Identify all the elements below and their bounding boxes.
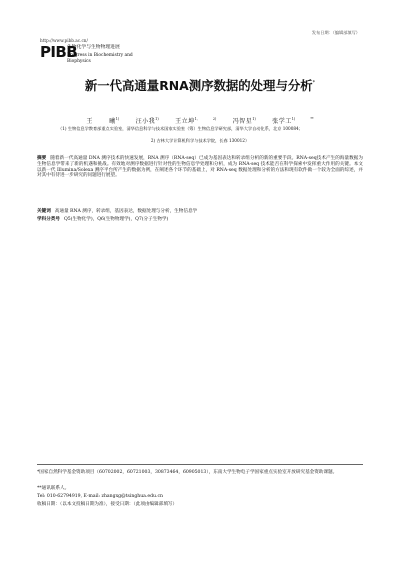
footnote-funding: *国家自然科学基金资助项目（60702002，60721003，30873464，60905013），东南大学生物电子学国家重点实验室开放研究基金资助课题。 [37, 470, 338, 475]
footnote-dates: 收稿日期：（以本文投稿日期为准），接受日期：（此项由编辑部填写） [37, 502, 178, 507]
paper-title [0, 76, 400, 94]
footnote-corresponding: **通讯联系人。 [37, 486, 70, 491]
subject-classification [37, 217, 363, 223]
journal-logo-mark: PIBB [40, 43, 78, 61]
abstract [37, 156, 363, 179]
footnote-divider [37, 464, 363, 465]
affiliation-1: （1) 生物信息学教育部重点实验室，清华信息科学与技术国家实验室（筹）生物信息学研究部，清华大学自动化系，北京 100084； [58, 126, 303, 131]
title-footnote-mark: * [312, 80, 316, 86]
author: 汪小我$^{1)}$ [135, 117, 159, 125]
paper-title-text: 新一代高通量RNA测序数据的处理与分析 [84, 78, 313, 93]
footnote-contact: Tel: 010-62794919, E-mail: zhangxg@tsinghua.edu.cn [37, 494, 163, 499]
journal-name-cn: 生物化学与生物物理进展 [67, 45, 120, 50]
journal-url[interactable]: http://www.pibb.ac.cn/ [40, 38, 88, 43]
keywords-text: 高通量 RNA 测序，转录组，基因表达，数据处理与分析，生物信息学 [54, 209, 198, 214]
abstract-label: 摘要 [37, 156, 47, 161]
keywords [37, 209, 363, 215]
author: 王 曦$^{1)}$ [86, 117, 120, 125]
journal-name-en: Progress in Biochemistry and Biophysics [67, 53, 133, 64]
author: 王立坤$^{1, 2)}$ [175, 117, 217, 125]
abstract-text: 随着新一代高通量 DNA 测序技术的快速发展，RNA 测序（RNA-seq）已成为基因表达和转录组分析的新的重要手段。RNA-seq技术产生的海量数据为生物信息学带来了新的机遇和挑战。有效地对测序数据进行针对性的生物信息学处理和分析，成为 RNA-seq 技术能否在科学探索中发挥重大作用的关键。本文以新一代 Illumina/Solexa 测序平台所产生的数据为例，在阐述各个环节的基础上，对 RNA-seq 数据处理和分析的方法和现有软件做一个较为全面的综述，并对其中有待进一步研究的问题进行展望。 [37, 156, 363, 179]
journal-logo [40, 43, 140, 63]
publication-date-note: 发布日期：（编辑部填写） [311, 30, 360, 35]
subject-text: Q5(生物化学)，Q6(生物物理学)，Q7(分子生物学) [63, 217, 169, 222]
affiliation-2: 2) 吉林大学计算机科学与技术学院，长春 130012） [150, 138, 250, 143]
author: 冯智星$^{1)}$ [232, 117, 256, 125]
author-list [0, 116, 400, 125]
author: 张学工$^{1) **}$ [272, 117, 314, 125]
keywords-label: 关键词 [37, 209, 51, 214]
subject-label: 学科分类号 [37, 217, 60, 222]
